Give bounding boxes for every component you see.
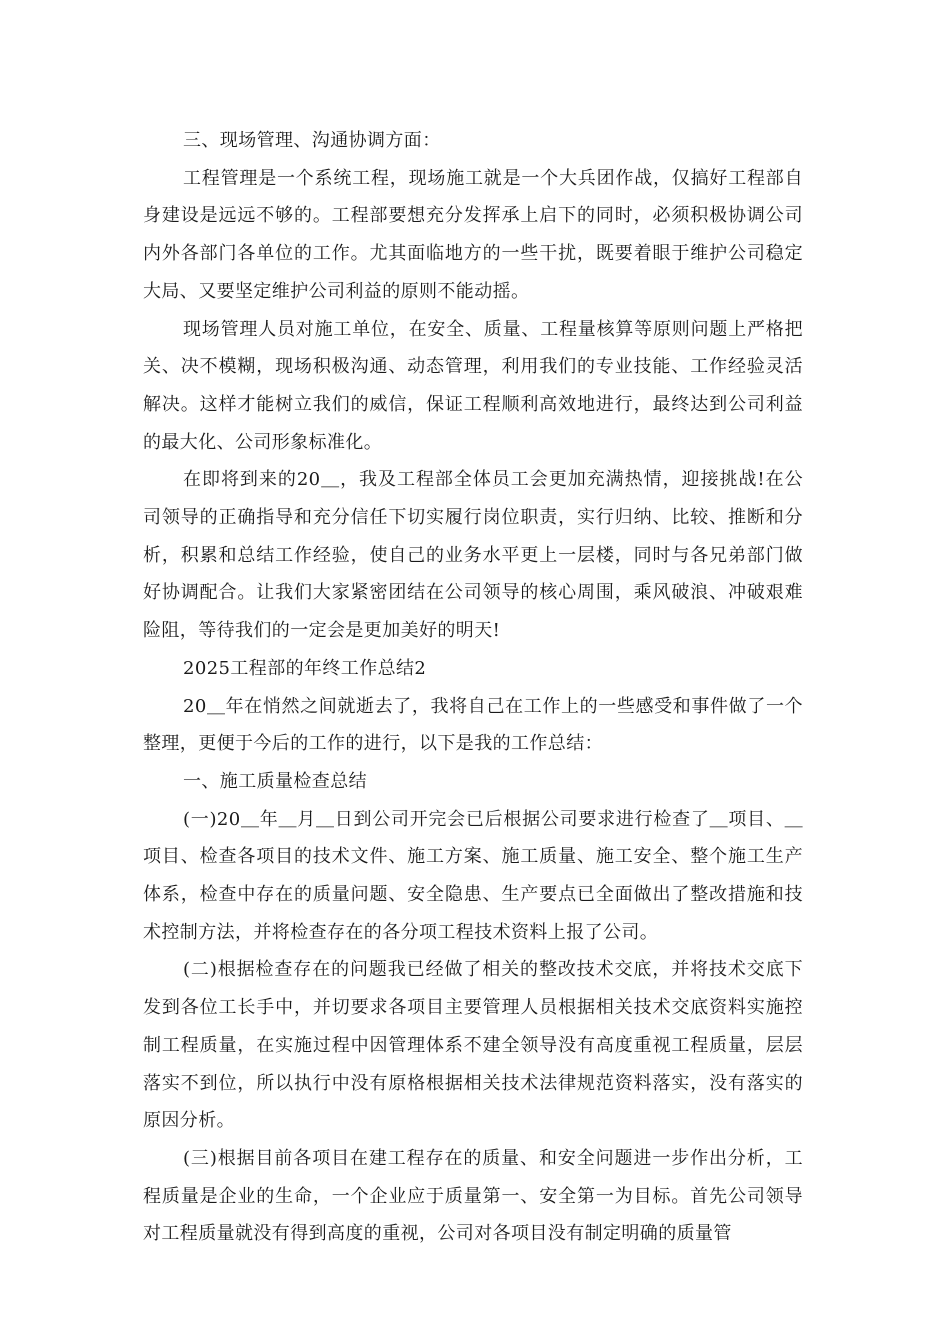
paragraph: 在即将到来的20＿，我及工程部全体员工会更加充满热情，迎接挑战!在公司领导的正确指导和充分信任下切实履行岗位职责，实行归纳、比较、推断和分析，积累和总结工作经验，使自己的业务水平更上一层楼，同时与各兄弟部门做好协调配合。让我们大家紧密团结在公司领导的核心周围，乘风破浪、冲破艰难险阻，等待我们的一定会是更加美好的明天! [143,469,803,642]
paragraph: 现场管理人员对施工单位，在安全、质量、工程量核算等原则问题上严格把关、决不模糊，现场积极沟通、动态管理，利用我们的专业技能、工作经验灵活解决。这样才能树立我们的威信，保证工程顺利高效地进行，最终达到公司利益的最大化、公司形象标准化。 [143,318,803,453]
paragraph: (二)根据检查存在的问题我已经做了相关的整改技术交底，并将技术交底下发到各位工长手中，并切要求各项目主要管理人员根据相关技术交底资料实施控制工程质量，在实施过程中因管理体系不建全领导没有高度重视工程质量，层层落实不到位，所以执行中没有原格根据相关技术法律规范资料落实，没有落实的原因分析。 [143,959,803,1132]
document-body [143,122,803,1253]
document-subtitle: 2025工程部的年终工作总结2 [183,657,427,679]
paragraph: 20＿年在悄然之间就逝去了，我将自己在工作上的一些感受和事件做了一个整理，更便于今后的工作的进行，以下是我的工作总结： [143,695,803,755]
paragraph: (三)根据目前各项目在建工程存在的质量、和安全问题进一步作出分析，工程质量是企业的生命，一个企业应于质量第一、安全第一为目标。首先公司领导对工程质量就没有得到高度的重视，公司对各项目没有制定明确的质量管 [143,1147,803,1245]
paragraph: (一)20＿年＿月＿日到公司开完会已后根据公司要求进行检查了＿项目、＿项目、检查各项目的技术文件、施工方案、施工质量、施工安全、整个施工生产体系，检查中存在的质量问题、安全隐患、生产要点已全面做出了整改措施和技术控制方法，并将检查存在的各分项工程技术资料上报了公司。 [143,808,803,943]
paragraph: 工程管理是一个系统工程，现场施工就是一个大兵团作战，仅搞好工程部自身建设是远远不够的。工程部要想充分发挥承上启下的同时，必须积极协调公司内外各部门各单位的工作。尤其面临地方的一些干扰，既要着眼于维护公司稳定大局、又要坚定维护公司利益的原则不能动摇。 [143,167,803,302]
section-heading-site-management: 三、现场管理、沟通协调方面： [183,130,441,151]
section-heading-quality-inspection: 一、施工质量检查总结 [183,770,367,792]
